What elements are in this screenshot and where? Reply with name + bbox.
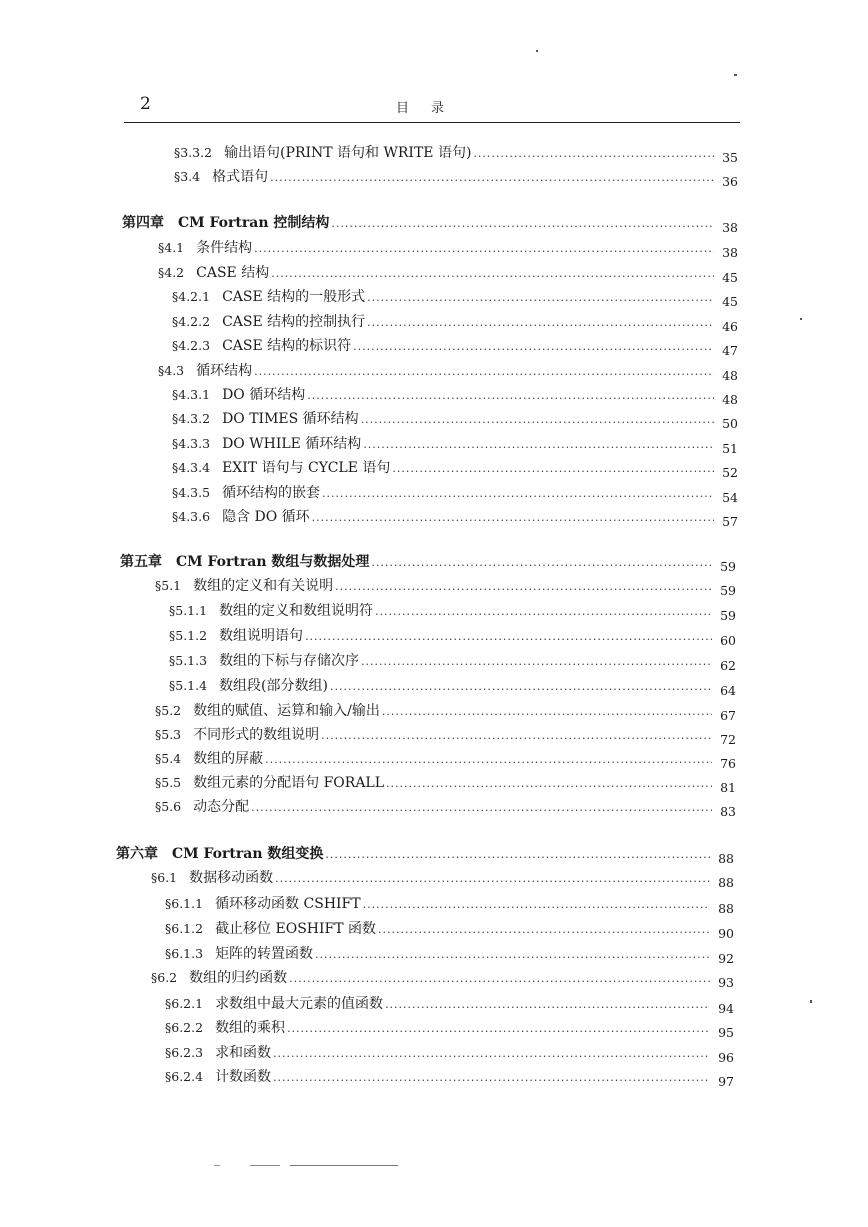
leader-dots <box>367 291 714 304</box>
leader-dots <box>335 580 712 593</box>
toc-section-entry <box>165 1017 734 1040</box>
toc-page-number: 38 <box>722 220 738 235</box>
toc-entry-title: 求和函数 <box>215 1045 272 1061</box>
leader-dots <box>265 753 712 766</box>
toc-entry-title: 动态分配 <box>193 799 250 815</box>
leader-dots <box>331 217 714 230</box>
toc-section-number: §4.1 <box>158 240 185 255</box>
toc-section-number: §4.3.6 <box>172 509 211 524</box>
toc-page-number: 76 <box>720 756 736 771</box>
scan-mark <box>734 74 737 76</box>
toc-section-number: §3.3.2 <box>174 145 213 160</box>
toc-page-number: 52 <box>722 465 738 480</box>
toc-page-number: 62 <box>720 658 736 673</box>
leader-dots <box>367 316 714 329</box>
toc-section-entry <box>169 650 736 673</box>
leader-dots <box>251 801 712 814</box>
toc-page-number: 67 <box>720 708 736 723</box>
toc-section-entry <box>165 893 734 916</box>
toc-entry-title: 数组说明语句 <box>219 628 304 644</box>
toc-entry-title: 数组的归约函数 <box>189 970 288 986</box>
leader-dots <box>287 1022 710 1035</box>
toc-page-number: 88 <box>718 901 734 916</box>
toc-page-number: 81 <box>720 780 736 795</box>
toc-section-entry <box>169 625 736 648</box>
toc-section-entry <box>155 724 736 747</box>
toc-entry-title: 第六章 CM Fortran 数组变换 <box>116 846 324 862</box>
scan-mark <box>290 1165 398 1166</box>
leader-dots <box>305 630 712 643</box>
running-title: 目录 <box>396 101 467 116</box>
toc-page-number: 35 <box>722 150 738 165</box>
toc-section-number: §5.6 <box>155 799 182 814</box>
toc-section-entry <box>172 482 738 505</box>
toc-section-entry <box>155 748 736 771</box>
toc-section-number: §4.3.2 <box>172 411 211 426</box>
toc-section-entry <box>155 575 736 598</box>
toc-page-number: 83 <box>720 804 736 819</box>
toc-section-number: §6.1.2 <box>165 921 204 936</box>
leader-dots <box>361 413 714 426</box>
toc-entry-title: 数组的赋值、运算和输入/输出 <box>193 703 380 719</box>
toc-section-number: §6.2.2 <box>165 1020 204 1035</box>
leader-dots <box>385 998 710 1011</box>
toc-entry-title: 数据移动函数 <box>189 870 274 886</box>
toc-entry-title: 格式语句 <box>212 169 269 185</box>
toc-page-number: 88 <box>718 875 734 890</box>
toc-section-entry <box>169 675 736 698</box>
toc-entry-title: 第五章 CM Fortran 数组与数据处理 <box>120 554 370 570</box>
toc-page-number: 88 <box>718 851 734 866</box>
leader-dots <box>289 972 710 985</box>
toc-section-number: §6.2.4 <box>165 1069 204 1084</box>
toc-chapter-entry <box>120 551 736 574</box>
toc-page-number: 54 <box>722 490 738 505</box>
toc-page-number: 90 <box>718 926 734 941</box>
toc-section-entry <box>151 967 734 990</box>
leader-dots <box>273 1047 710 1060</box>
leader-dots <box>375 605 712 618</box>
toc-entry-title: 数组的乘积 <box>215 1020 286 1036</box>
leader-dots <box>275 872 710 885</box>
toc-section-entry <box>172 286 738 309</box>
toc-entry-title: 循环结构 <box>196 363 253 379</box>
toc-entry-title: 截止移位 EOSHIFT 函数 <box>215 921 377 937</box>
toc-entry-title: 循环结构的嵌套 <box>222 485 321 501</box>
toc-page-number: 36 <box>722 174 738 189</box>
toc-page-number: 45 <box>722 294 738 309</box>
toc-entry-title: 数组的下标与存储次序 <box>219 653 360 669</box>
toc-page-number: 72 <box>720 732 736 747</box>
toc-section-entry <box>158 262 738 285</box>
toc-entry-title: CASE 结构的标识符 <box>222 338 352 354</box>
toc-entry-title: 隐含 DO 循环 <box>222 509 310 525</box>
leader-dots <box>392 462 714 475</box>
leader-dots <box>315 948 710 961</box>
leader-dots <box>378 923 710 936</box>
toc-page-number: 38 <box>722 245 738 260</box>
toc-section-number: §5.4 <box>155 751 182 766</box>
toc-section-number: §6.2.3 <box>165 1045 204 1060</box>
toc-section-entry <box>165 993 734 1016</box>
toc-entry-title: 循环移动函数 CSHIFT <box>215 896 361 912</box>
toc-entry-title: 输出语句(PRINT 语句和 WRITE 语句) <box>224 145 472 161</box>
toc-section-entry <box>174 142 738 165</box>
toc-section-number: §6.1.1 <box>165 896 204 911</box>
toc-section-number: §4.2.3 <box>172 338 211 353</box>
toc-section-number: §3.4 <box>174 169 201 184</box>
toc-page-number: 45 <box>722 270 738 285</box>
toc-section-entry <box>172 384 738 407</box>
toc-entry-title: 数组的定义和有关说明 <box>193 578 334 594</box>
toc-section-number: §6.2 <box>151 970 178 985</box>
toc-page-number: 93 <box>718 975 734 990</box>
scan-mark <box>810 1000 812 1003</box>
toc-page-number: 59 <box>720 608 736 623</box>
toc-entry-title: 数组的屏蔽 <box>193 751 264 767</box>
toc-section-entry <box>172 311 738 334</box>
toc-entry-title: 计数函数 <box>215 1069 272 1085</box>
toc-section-number: §6.1.3 <box>165 946 204 961</box>
toc-entry-title: 数组的定义和数组说明符 <box>219 603 374 619</box>
toc-section-entry <box>165 943 734 966</box>
toc-section-number: §4.3.5 <box>172 485 211 500</box>
toc-section-entry <box>172 433 738 456</box>
leader-dots <box>382 705 712 718</box>
leader-dots <box>322 487 714 500</box>
toc-page-number: 59 <box>720 559 736 574</box>
scan-mark <box>536 50 538 52</box>
leader-dots <box>273 1071 710 1084</box>
leader-dots <box>254 242 714 255</box>
toc-section-entry <box>165 1042 734 1065</box>
toc-page-number: 97 <box>718 1074 734 1089</box>
leader-dots <box>371 556 712 569</box>
toc-section-entry <box>155 700 736 723</box>
leader-dots <box>321 729 712 742</box>
toc-section-number: §4.3 <box>158 363 185 378</box>
toc-page-number: 59 <box>720 583 736 598</box>
toc-page-number: 51 <box>722 441 738 456</box>
toc-page-number: 50 <box>722 416 738 431</box>
toc-page-number: 48 <box>722 392 738 407</box>
toc-page-number: 57 <box>722 514 738 529</box>
page-number: 2 <box>140 94 151 114</box>
toc-section-number: §4.3.1 <box>172 387 211 402</box>
toc-entry-title: CASE 结构的控制执行 <box>222 314 366 330</box>
toc-page-number: 48 <box>722 368 738 383</box>
toc-entry-title: 矩阵的转置函数 <box>215 946 314 962</box>
leader-dots <box>270 171 714 184</box>
leader-dots <box>325 848 710 861</box>
toc-section-number: §4.2.1 <box>172 289 211 304</box>
leader-dots <box>312 511 714 524</box>
toc-section-number: §5.1.1 <box>169 603 208 618</box>
toc-section-entry <box>172 335 738 358</box>
toc-section-number: §4.3.3 <box>172 436 211 451</box>
toc-section-number: §5.2 <box>155 703 182 718</box>
toc-page-number: 94 <box>718 1001 734 1016</box>
toc-entry-title: DO TIMES 循环结构 <box>222 411 359 427</box>
toc-chapter-entry <box>116 843 734 866</box>
leader-dots <box>386 777 712 790</box>
toc-section-number: §5.1.4 <box>169 678 208 693</box>
toc-page-number: 64 <box>720 683 736 698</box>
toc-section-entry <box>172 457 738 480</box>
toc-section-number: §5.5 <box>155 775 182 790</box>
leader-dots <box>307 389 714 402</box>
toc-section-entry <box>165 1066 734 1089</box>
toc-section-number: §5.1 <box>155 578 182 593</box>
toc-page-number: 47 <box>722 343 738 358</box>
toc-section-entry <box>158 360 738 383</box>
toc-chapter-entry <box>122 212 738 235</box>
toc-section-entry <box>155 772 736 795</box>
toc-section-entry <box>165 918 734 941</box>
toc-section-entry <box>172 506 738 529</box>
toc-entry-title: DO WHILE 循环结构 <box>222 436 362 452</box>
toc-entry-title: CASE 结构的一般形式 <box>222 289 366 305</box>
toc-entry-title: CASE 结构 <box>196 265 270 281</box>
toc-entry-title: 数组元素的分配语句 FORALL <box>193 775 385 791</box>
toc-section-number: §5.3 <box>155 727 182 742</box>
toc-page-number: 96 <box>718 1050 734 1065</box>
toc-section-number: §6.1 <box>151 870 178 885</box>
toc-section-number: §5.1.3 <box>169 653 208 668</box>
toc-entry-title: EXIT 语句与 CYCLE 语句 <box>222 460 391 476</box>
leader-dots <box>330 680 712 693</box>
leader-dots <box>473 147 714 160</box>
toc-page-number: 46 <box>722 319 738 334</box>
toc-entry-title: 第四章 CM Fortran 控制结构 <box>122 215 330 231</box>
leader-dots <box>363 438 714 451</box>
toc-section-number: §6.2.1 <box>165 996 204 1011</box>
toc-section-entry <box>169 600 736 623</box>
toc-page-number: 95 <box>718 1025 734 1040</box>
toc-entry-title: 求数组中最大元素的值函数 <box>215 996 384 1012</box>
scan-mark <box>800 318 802 320</box>
header-rule <box>124 122 740 123</box>
scan-mark <box>214 1165 220 1166</box>
toc-section-number: §4.2 <box>158 265 185 280</box>
leader-dots <box>353 340 714 353</box>
toc-section-entry <box>155 796 736 819</box>
scan-mark <box>250 1165 280 1166</box>
toc-section-entry <box>172 408 738 431</box>
leader-dots <box>254 365 714 378</box>
toc-section-number: §4.2.2 <box>172 314 211 329</box>
toc-entry-title: 数组段(部分数组) <box>219 678 328 694</box>
toc-section-entry <box>158 237 738 260</box>
leader-dots <box>271 267 714 280</box>
toc-section-number: §5.1.2 <box>169 628 208 643</box>
toc-page-number: 60 <box>720 633 736 648</box>
toc-section-entry <box>174 166 738 189</box>
leader-dots <box>363 898 710 911</box>
leader-dots <box>361 655 712 668</box>
toc-page-number: 92 <box>718 951 734 966</box>
toc-entry-title: DO 循环结构 <box>222 387 306 403</box>
toc-entry-title: 不同形式的数组说明 <box>193 727 320 743</box>
toc-entry-title: 条件结构 <box>196 240 253 256</box>
toc-section-entry <box>151 867 734 890</box>
toc-section-number: §4.3.4 <box>172 460 211 475</box>
